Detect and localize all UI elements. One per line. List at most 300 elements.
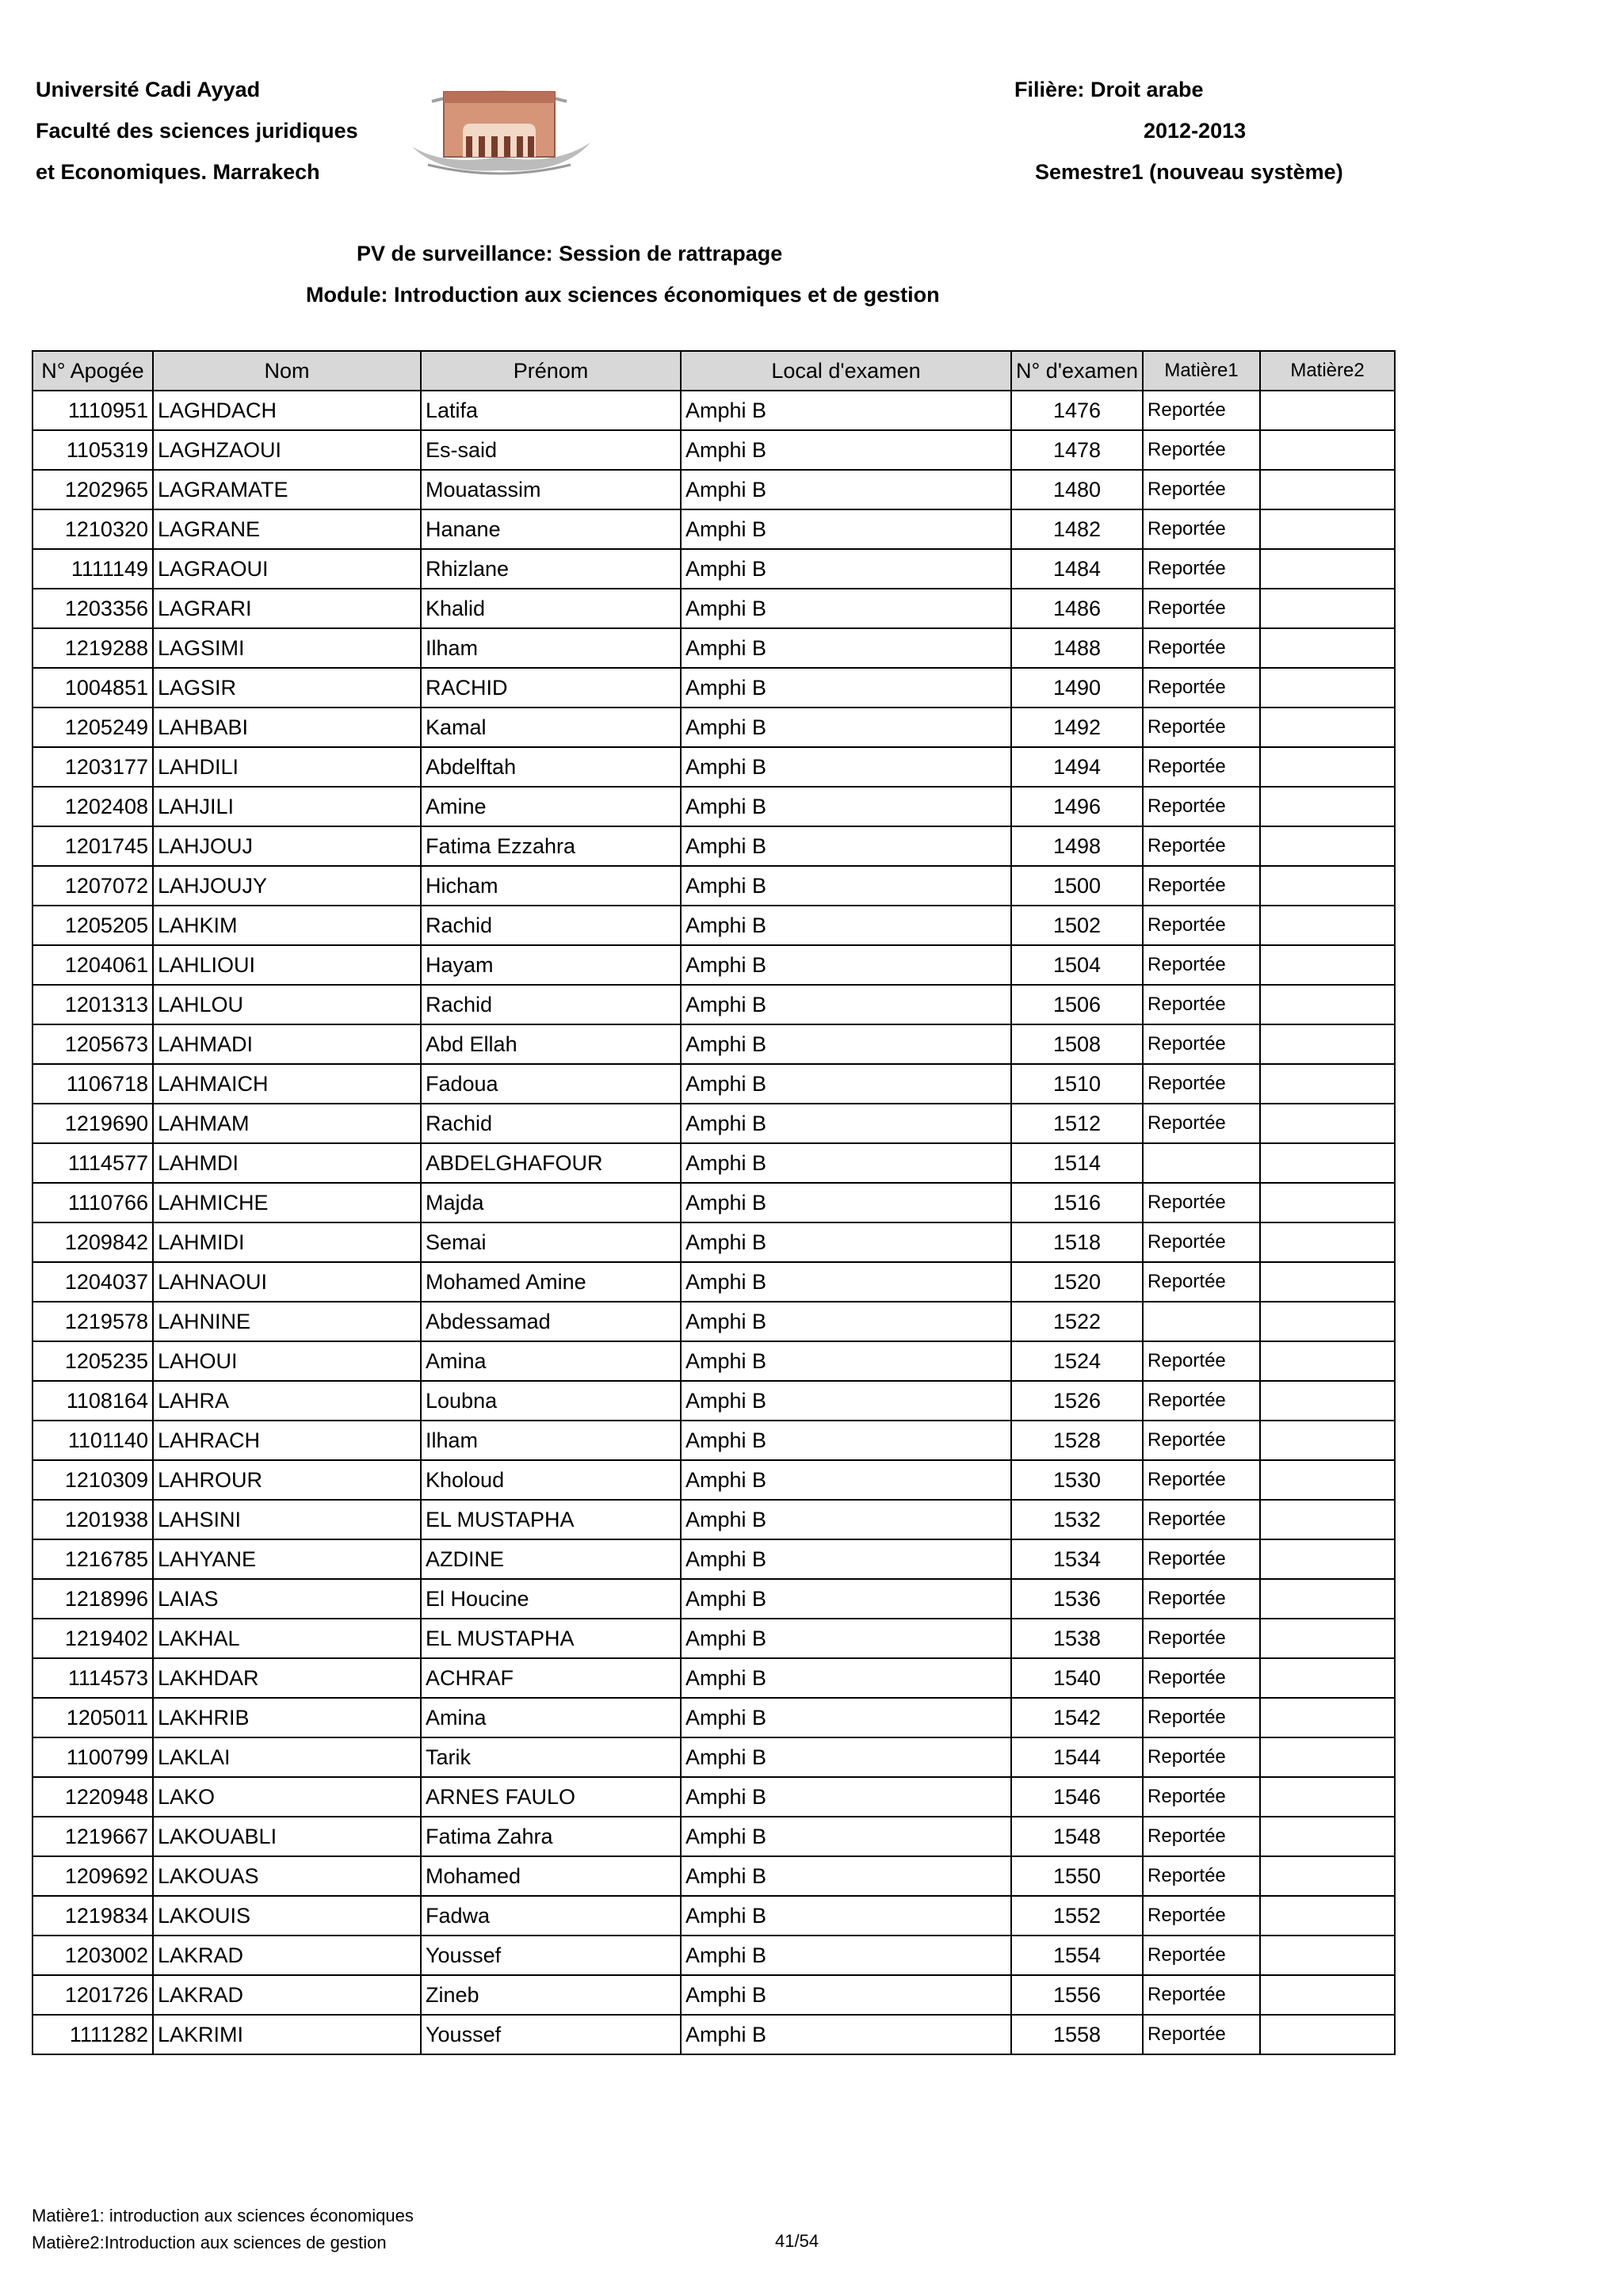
cell-apogee: 1201745 [32,826,153,866]
cell-local: Amphi B [681,549,1011,589]
cell-nom: LAGSIR [153,668,421,707]
table-row [32,1341,1395,1381]
cell-prenom: Kamal [421,707,681,747]
table-row [32,1381,1395,1421]
cell-local: Amphi B [681,1421,1011,1460]
cell-local: Amphi B [681,1024,1011,1064]
surveillance-table [32,350,1396,2055]
cell-matiere2 [1260,1737,1395,1777]
cell-apogee: 1210309 [32,1460,153,1500]
cell-apogee: 1106718 [32,1064,153,1104]
cell-matiere1: Reportée [1143,1936,1260,1975]
cell-matiere2 [1260,1817,1395,1856]
cell-exam-number: 1550 [1011,1856,1143,1896]
cell-prenom: Fatima Ezzahra [421,826,681,866]
cell-exam-number: 1556 [1011,1975,1143,2015]
cell-prenom: EL MUSTAPHA [421,1619,681,1658]
cell-matiere1 [1143,1143,1260,1183]
cell-apogee: 1204037 [32,1262,153,1302]
cell-apogee: 1101140 [32,1421,153,1460]
cell-local: Amphi B [681,1302,1011,1341]
table-row [32,1737,1395,1777]
cell-matiere2 [1260,1222,1395,1262]
cell-matiere2 [1260,945,1395,985]
cell-nom: LAHSINI [153,1500,421,1539]
cell-apogee: 1219834 [32,1896,153,1936]
cell-matiere2 [1260,1262,1395,1302]
cell-nom: LAHMAICH [153,1064,421,1104]
cell-exam-number: 1532 [1011,1500,1143,1539]
table-row [32,1698,1395,1737]
cell-exam-number: 1488 [1011,628,1143,668]
cell-apogee: 1220948 [32,1777,153,1817]
cell-local: Amphi B [681,1460,1011,1500]
cell-local: Amphi B [681,945,1011,985]
cell-matiere1: Reportée [1143,1896,1260,1936]
table-row [32,1222,1395,1262]
cell-apogee: 1219402 [32,1619,153,1658]
cell-nom: LAHROUR [153,1460,421,1500]
cell-matiere2 [1260,1896,1395,1936]
cell-apogee: 1202965 [32,470,153,509]
cell-local: Amphi B [681,430,1011,470]
cell-nom: LAHMIDI [153,1222,421,1262]
cell-matiere1: Reportée [1143,1698,1260,1737]
cell-nom: LAHBABI [153,707,421,747]
cell-prenom: Amina [421,1341,681,1381]
cell-prenom: Abd Ellah [421,1024,681,1064]
table-row [32,787,1395,826]
cell-prenom: Loubna [421,1381,681,1421]
table-row [32,589,1395,628]
cell-apogee: 1219578 [32,1302,153,1341]
cell-matiere2 [1260,509,1395,549]
table-row [32,826,1395,866]
cell-exam-number: 1528 [1011,1421,1143,1460]
cell-apogee: 1219690 [32,1104,153,1143]
cell-nom: LAGRAOUI [153,549,421,589]
cell-nom: LAHNAOUI [153,1262,421,1302]
table-header-row [32,351,1395,391]
cell-local: Amphi B [681,1619,1011,1658]
university-logo [396,63,602,190]
cell-matiere2 [1260,2015,1395,2054]
cell-apogee: 1201726 [32,1975,153,2015]
cell-apogee: 1207072 [32,866,153,906]
footer-legend-matiere2: Matière2:Introduction aux sciences de gestion [32,2233,387,2252]
cell-nom: LAHLIOUI [153,945,421,985]
col-matiere2: Matière2 [1260,351,1395,391]
cell-prenom: Hanane [421,509,681,549]
cell-prenom: Mouatassim [421,470,681,509]
cell-nom: LAGSIMI [153,628,421,668]
cell-apogee: 1203002 [32,1936,153,1975]
cell-matiere1: Reportée [1143,1183,1260,1222]
cell-nom: LAKOUABLI [153,1817,421,1856]
cell-local: Amphi B [681,1579,1011,1619]
cell-prenom: Mohamed Amine [421,1262,681,1302]
cell-exam-number: 1546 [1011,1777,1143,1817]
cell-apogee: 1111282 [32,2015,153,2054]
cell-matiere1: Reportée [1143,1975,1260,2015]
cell-matiere1: Reportée [1143,1856,1260,1896]
cell-prenom: ACHRAF [421,1658,681,1698]
cell-prenom: Khalid [421,589,681,628]
cell-exam-number: 1536 [1011,1579,1143,1619]
cell-local: Amphi B [681,1381,1011,1421]
cell-matiere2 [1260,470,1395,509]
cell-matiere1: Reportée [1143,707,1260,747]
cell-prenom: ABDELGHAFOUR [421,1143,681,1183]
table-row [32,1104,1395,1143]
cell-matiere2 [1260,1024,1395,1064]
cell-local: Amphi B [681,1737,1011,1777]
cell-prenom: Kholoud [421,1460,681,1500]
cell-nom: LAGRAMATE [153,470,421,509]
col-matiere1: Matière1 [1143,351,1260,391]
cell-nom: LAHJOUJY [153,866,421,906]
cell-exam-number: 1498 [1011,826,1143,866]
col-nom: Nom [153,351,421,391]
cell-nom: LAHRACH [153,1421,421,1460]
table-row [32,668,1395,707]
cell-apogee: 1202408 [32,787,153,826]
cell-local: Amphi B [681,391,1011,430]
cell-matiere2 [1260,1381,1395,1421]
cell-matiere1: Reportée [1143,1064,1260,1104]
cell-matiere2 [1260,1500,1395,1539]
cell-prenom: Youssef [421,1936,681,1975]
table-row [32,1262,1395,1302]
cell-exam-number: 1516 [1011,1183,1143,1222]
cell-local: Amphi B [681,668,1011,707]
cell-apogee: 1004851 [32,668,153,707]
cell-nom: LAKOUAS [153,1856,421,1896]
cell-local: Amphi B [681,1698,1011,1737]
table-row [32,1856,1395,1896]
cell-local: Amphi B [681,1104,1011,1143]
cell-local: Amphi B [681,1817,1011,1856]
cell-matiere2 [1260,668,1395,707]
cell-local: Amphi B [681,1936,1011,1975]
cell-prenom: Semai [421,1222,681,1262]
cell-prenom: RACHID [421,668,681,707]
filiere-label: Filière: Droit arabe [1014,78,1204,101]
cell-apogee: 1108164 [32,1381,153,1421]
cell-apogee: 1111149 [32,549,153,589]
cell-local: Amphi B [681,1262,1011,1302]
cell-matiere1: Reportée [1143,1579,1260,1619]
cell-matiere2 [1260,1104,1395,1143]
cell-nom: LAHJILI [153,787,421,826]
cell-local: Amphi B [681,1975,1011,2015]
semester-label: Semestre1 (nouveau système) [1035,160,1343,184]
cell-exam-number: 1540 [1011,1658,1143,1698]
cell-local: Amphi B [681,1777,1011,1817]
cell-local: Amphi B [681,1183,1011,1222]
table-row [32,1302,1395,1341]
cell-exam-number: 1500 [1011,866,1143,906]
cell-exam-number: 1482 [1011,509,1143,549]
cell-exam-number: 1548 [1011,1817,1143,1856]
cell-matiere1: Reportée [1143,1341,1260,1381]
table-row [32,866,1395,906]
cell-prenom: Zineb [421,1975,681,2015]
table-row [32,747,1395,787]
cell-matiere1: Reportée [1143,787,1260,826]
cell-matiere1: Reportée [1143,985,1260,1024]
cell-matiere2 [1260,1302,1395,1341]
cell-matiere2 [1260,391,1395,430]
table-row [32,1936,1395,1975]
table-row [32,1777,1395,1817]
table-row [32,985,1395,1024]
cell-apogee: 1204061 [32,945,153,985]
cell-apogee: 1205673 [32,1024,153,1064]
table-row [32,1817,1395,1856]
cell-local: Amphi B [681,2015,1011,2054]
table-row [32,430,1395,470]
cell-prenom: Rachid [421,906,681,945]
cell-local: Amphi B [681,1896,1011,1936]
cell-matiere1: Reportée [1143,1500,1260,1539]
cell-local: Amphi B [681,628,1011,668]
cell-matiere1: Reportée [1143,1460,1260,1500]
table-row [32,1658,1395,1698]
cell-exam-number: 1490 [1011,668,1143,707]
cell-exam-number: 1508 [1011,1024,1143,1064]
cell-prenom: Tarik [421,1737,681,1777]
cell-apogee: 1219667 [32,1817,153,1856]
faculty-city: et Economiques. Marrakech [36,160,320,184]
cell-nom: LAKRAD [153,1936,421,1975]
cell-matiere1: Reportée [1143,2015,1260,2054]
cell-prenom: Latifa [421,391,681,430]
cell-apogee: 1114573 [32,1658,153,1698]
cell-prenom: Rhizlane [421,549,681,589]
cell-apogee: 1110951 [32,391,153,430]
cell-nom: LAHDILI [153,747,421,787]
cell-nom: LAKO [153,1777,421,1817]
cell-local: Amphi B [681,1341,1011,1381]
module-title: Module: Introduction aux sciences économiques et de gestion [306,283,940,307]
cell-exam-number: 1526 [1011,1381,1143,1421]
cell-apogee: 1114577 [32,1143,153,1183]
cell-matiere2 [1260,866,1395,906]
cell-apogee: 1201938 [32,1500,153,1539]
col-apogee: N° Apogée [32,351,153,391]
cell-matiere2 [1260,1698,1395,1737]
cell-local: Amphi B [681,1500,1011,1539]
cell-exam-number: 1478 [1011,430,1143,470]
cell-matiere2 [1260,1183,1395,1222]
cell-exam-number: 1502 [1011,906,1143,945]
cell-exam-number: 1544 [1011,1737,1143,1777]
cell-local: Amphi B [681,1539,1011,1579]
cell-matiere1: Reportée [1143,391,1260,430]
cell-matiere1: Reportée [1143,826,1260,866]
cell-apogee: 1205011 [32,1698,153,1737]
cell-local: Amphi B [681,470,1011,509]
cell-apogee: 1209692 [32,1856,153,1896]
cell-matiere1: Reportée [1143,1817,1260,1856]
table-row [32,906,1395,945]
col-local: Local d'examen [681,351,1011,391]
cell-exam-number: 1520 [1011,1262,1143,1302]
cell-apogee: 1100799 [32,1737,153,1777]
cell-local: Amphi B [681,707,1011,747]
cell-matiere1: Reportée [1143,509,1260,549]
cell-local: Amphi B [681,787,1011,826]
cell-apogee: 1205249 [32,707,153,747]
cell-nom: LAGHDACH [153,391,421,430]
cell-matiere2 [1260,985,1395,1024]
cell-local: Amphi B [681,589,1011,628]
cell-nom: LAKHDAR [153,1658,421,1698]
cell-nom: LAHNINE [153,1302,421,1341]
cell-prenom: El Houcine [421,1579,681,1619]
cell-apogee: 1209842 [32,1222,153,1262]
table-row [32,549,1395,589]
cell-prenom: Amine [421,787,681,826]
cell-matiere1: Reportée [1143,1737,1260,1777]
cell-matiere2 [1260,826,1395,866]
table-row [32,1500,1395,1539]
cell-matiere2 [1260,1777,1395,1817]
cell-prenom: Rachid [421,985,681,1024]
cell-apogee: 1218996 [32,1579,153,1619]
cell-apogee: 1201313 [32,985,153,1024]
table-row [32,1421,1395,1460]
cell-matiere1: Reportée [1143,1777,1260,1817]
table-row [32,707,1395,747]
cell-exam-number: 1538 [1011,1619,1143,1658]
cell-exam-number: 1554 [1011,1936,1143,1975]
cell-prenom: Ilham [421,1421,681,1460]
cell-local: Amphi B [681,747,1011,787]
cell-exam-number: 1512 [1011,1104,1143,1143]
cell-exam-number: 1506 [1011,985,1143,1024]
table-row [32,1619,1395,1658]
cell-matiere2 [1260,1421,1395,1460]
cell-nom: LAHMAM [153,1104,421,1143]
cell-exam-number: 1484 [1011,549,1143,589]
cell-nom: LAHMICHE [153,1183,421,1222]
cell-exam-number: 1552 [1011,1896,1143,1936]
cell-matiere1: Reportée [1143,470,1260,509]
cell-matiere2 [1260,1460,1395,1500]
cell-matiere1: Reportée [1143,589,1260,628]
cell-nom: LAHJOUJ [153,826,421,866]
col-prenom: Prénom [421,351,681,391]
cell-exam-number: 1476 [1011,391,1143,430]
cell-exam-number: 1524 [1011,1341,1143,1381]
cell-exam-number: 1494 [1011,747,1143,787]
cell-prenom: Fadoua [421,1064,681,1104]
cell-prenom: Amina [421,1698,681,1737]
cell-matiere1: Reportée [1143,1222,1260,1262]
cell-prenom: Fatima Zahra [421,1817,681,1856]
cell-matiere2 [1260,1936,1395,1975]
table-row [32,1143,1395,1183]
cell-matiere1: Reportée [1143,628,1260,668]
table-row [32,1183,1395,1222]
cell-matiere1: Reportée [1143,945,1260,985]
cell-matiere1: Reportée [1143,747,1260,787]
cell-prenom: Abdelftah [421,747,681,787]
cell-matiere2 [1260,1579,1395,1619]
cell-exam-number: 1492 [1011,707,1143,747]
cell-apogee: 1203177 [32,747,153,787]
academic-year: 2012-2013 [1144,119,1247,143]
cell-exam-number: 1480 [1011,470,1143,509]
cell-nom: LAKRAD [153,1975,421,2015]
cell-local: Amphi B [681,509,1011,549]
document-title: PV de surveillance: Session de rattrapage [357,242,783,265]
cell-local: Amphi B [681,1658,1011,1698]
cell-exam-number: 1486 [1011,589,1143,628]
table-row [32,1975,1395,2015]
faculty-name: Faculté des sciences juridiques [36,119,358,143]
cell-nom: LAIAS [153,1579,421,1619]
cell-apogee: 1203356 [32,589,153,628]
table-row [32,1539,1395,1579]
cell-prenom: Fadwa [421,1896,681,1936]
cell-exam-number: 1522 [1011,1302,1143,1341]
table-row [32,628,1395,668]
cell-matiere1: Reportée [1143,866,1260,906]
cell-nom: LAHRA [153,1381,421,1421]
cell-matiere2 [1260,1341,1395,1381]
cell-matiere2 [1260,1658,1395,1698]
cell-nom: LAHYANE [153,1539,421,1579]
cell-nom: LAHLOU [153,985,421,1024]
table-row [32,470,1395,509]
cell-nom: LAKLAI [153,1737,421,1777]
cell-prenom: Rachid [421,1104,681,1143]
cell-matiere2 [1260,430,1395,470]
cell-matiere1: Reportée [1143,1619,1260,1658]
cell-exam-number: 1504 [1011,945,1143,985]
cell-prenom: EL MUSTAPHA [421,1500,681,1539]
cell-exam-number: 1558 [1011,2015,1143,2054]
cell-matiere2 [1260,707,1395,747]
cell-matiere1: Reportée [1143,1381,1260,1421]
cell-apogee: 1105319 [32,430,153,470]
cell-nom: LAHMADI [153,1024,421,1064]
cell-matiere2 [1260,1619,1395,1658]
cell-exam-number: 1496 [1011,787,1143,826]
cell-nom: LAKRIMI [153,2015,421,2054]
cell-prenom: Hicham [421,866,681,906]
cell-local: Amphi B [681,1143,1011,1183]
table-row [32,2015,1395,2054]
cell-matiere1: Reportée [1143,430,1260,470]
table-row [32,1896,1395,1936]
cell-matiere2 [1260,1143,1395,1183]
cell-matiere1: Reportée [1143,1024,1260,1064]
cell-apogee: 1205235 [32,1341,153,1381]
table-row [32,391,1395,430]
cell-prenom: Mohamed [421,1856,681,1896]
cell-matiere2 [1260,787,1395,826]
cell-exam-number: 1518 [1011,1222,1143,1262]
cell-matiere2 [1260,906,1395,945]
table-row [32,1064,1395,1104]
cell-matiere2 [1260,589,1395,628]
cell-nom: LAGHZAOUI [153,430,421,470]
table-row [32,1024,1395,1064]
